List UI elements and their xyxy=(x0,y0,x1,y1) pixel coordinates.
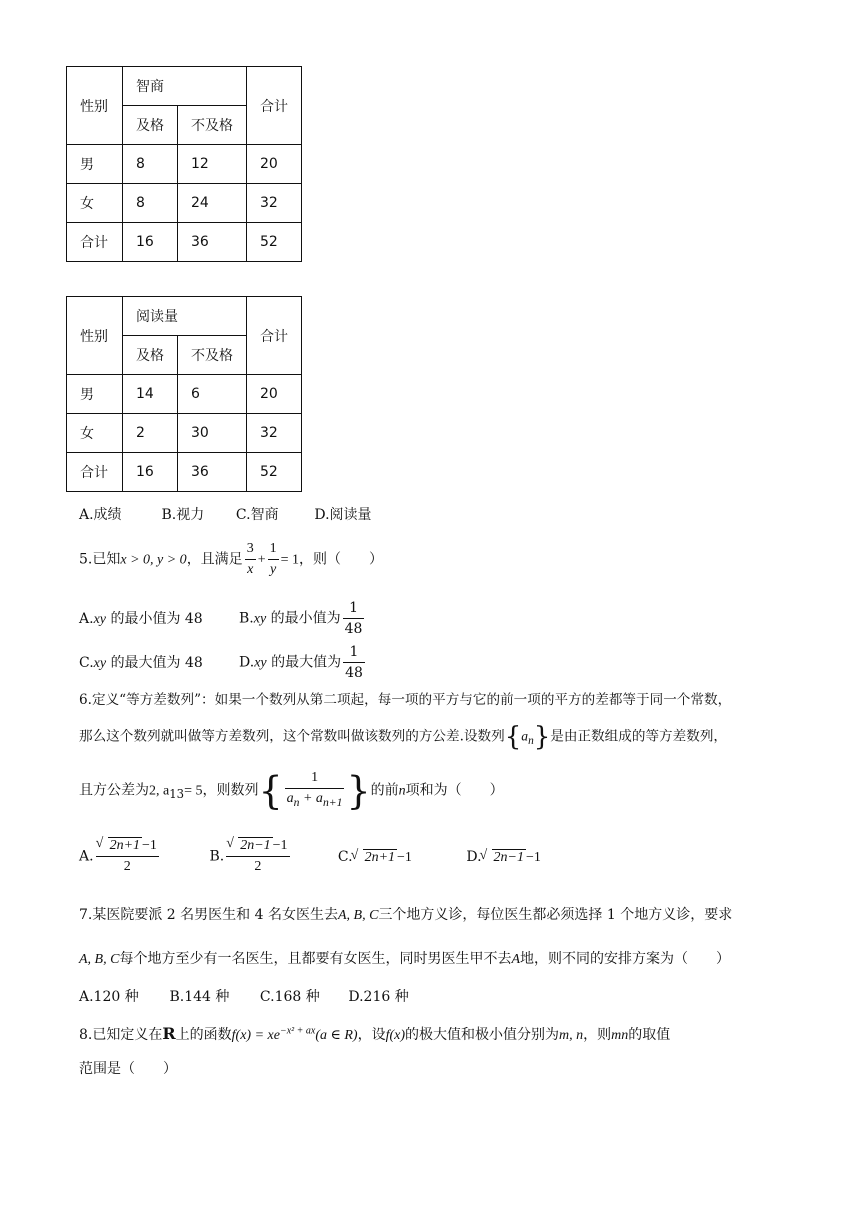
radicand: 2n+1 xyxy=(109,838,141,853)
minus-one: −1 xyxy=(397,849,412,865)
frac-den: 2 xyxy=(254,859,262,874)
minus-one: −1 xyxy=(142,838,157,853)
q7-place-a: A xyxy=(511,952,521,967)
option-d[interactable]: D.216 种 xyxy=(348,989,409,1005)
cell-total: 32 xyxy=(247,414,302,453)
table-row xyxy=(67,223,302,262)
option-letter: C. xyxy=(79,654,94,671)
option-text: 的最小值为 xyxy=(270,610,341,627)
q6-text: ，则数列 xyxy=(202,782,259,799)
seq-var: a xyxy=(521,728,529,744)
header-pass: 及格 xyxy=(123,106,178,145)
row-label: 女 xyxy=(67,184,123,223)
q6-math: 2, a xyxy=(149,783,170,799)
option-c[interactable]: C.智商 xyxy=(235,507,279,523)
q5-frac-1 xyxy=(245,539,256,580)
header-group: 智商 xyxy=(123,67,247,106)
q5-options-row-2 xyxy=(79,642,367,683)
option-b[interactable]: B.视力 xyxy=(161,507,205,523)
option-var: xy xyxy=(254,655,267,671)
option-text: 的最大值为 48 xyxy=(110,654,203,671)
q6-line-1: 6.定义“等方差数列”：如果一个数列从第二项起，每一项的平方与它的前一项的平方的差都等于同一个常数， xyxy=(79,692,732,708)
header-gender: 性别 xyxy=(67,67,123,145)
q8-function: f(x) = xe xyxy=(231,1028,280,1043)
q7-text: 地，则不同的安排方案为（ ） xyxy=(520,951,731,967)
frac-den: 2 xyxy=(123,859,131,874)
option-a[interactable] xyxy=(79,608,239,628)
cell-total: 52 xyxy=(247,453,302,492)
right-brace: } xyxy=(346,768,371,813)
q8-fx: f(x) xyxy=(385,1028,406,1043)
cell-pass: 16 xyxy=(123,453,178,492)
table-row xyxy=(67,375,302,414)
cell-pass: 16 xyxy=(123,223,178,262)
frac-den: 48 xyxy=(344,621,363,637)
q7-text: 7.某医院要派 2 名男医生和 4 名女医生去 xyxy=(79,907,338,923)
option-letter: D. xyxy=(239,654,255,671)
q5-prefix: 5.已知 xyxy=(79,551,121,568)
header-pass: 及格 xyxy=(123,336,178,375)
q6-frac xyxy=(285,768,345,813)
frac-num: 1 xyxy=(343,642,365,663)
option-a[interactable]: A.成绩 xyxy=(79,507,122,523)
q6-sub: 13 xyxy=(169,787,185,802)
header-total: 合计 xyxy=(247,67,302,145)
q8-condition: (a ∈ R) xyxy=(315,1028,358,1043)
header-fail: 不及格 xyxy=(178,106,247,145)
option-frac xyxy=(343,642,365,683)
q5-stem xyxy=(79,539,383,580)
option-b[interactable] xyxy=(239,598,366,639)
left-brace: { xyxy=(504,722,522,752)
option-letter: D. xyxy=(466,848,482,865)
q5-frac-2 xyxy=(268,539,279,580)
option-d[interactable]: D.阅读量 xyxy=(314,507,372,523)
option-c[interactable] xyxy=(338,849,462,866)
frac-den: y xyxy=(269,562,277,577)
q8-text: ，则 xyxy=(583,1027,612,1043)
option-a[interactable]: A.120 种 xyxy=(79,989,139,1005)
cell-fail: 24 xyxy=(178,184,247,223)
q6-eq: = 5 xyxy=(184,783,203,799)
option-letter: B. xyxy=(209,848,225,865)
row-label: 男 xyxy=(67,145,123,184)
cell-fail: 36 xyxy=(178,223,247,262)
option-var: xy xyxy=(253,611,267,627)
cell-fail: 12 xyxy=(178,145,247,184)
q4-options xyxy=(79,504,372,524)
contingency-table-iq xyxy=(66,66,302,262)
cell-pass: 2 xyxy=(123,414,178,453)
q7-places: A, B, C xyxy=(79,952,120,967)
q6-text: 是由正数组成的等方差数列， xyxy=(550,728,728,745)
q8-product: mn xyxy=(611,1028,629,1043)
contingency-table-reading xyxy=(66,296,302,492)
frac-den: x xyxy=(247,562,254,577)
frac-den-plus: + a xyxy=(302,791,323,806)
q5-mid: ，且满足 xyxy=(186,551,243,568)
cell-fail: 30 xyxy=(178,414,247,453)
cell-pass: 8 xyxy=(123,145,178,184)
q7-text: 每个地方至少有一名医生，且都要有女医生，同时男医生甲不去 xyxy=(119,951,512,967)
q8-text: 8.已知定义在 xyxy=(79,1027,163,1043)
q8-text: 上的函数 xyxy=(175,1027,232,1043)
row-label: 女 xyxy=(67,414,123,453)
option-frac xyxy=(96,836,159,877)
q8-line-1 xyxy=(79,1024,670,1044)
radicand: 2n−1 xyxy=(240,838,271,853)
q8-mn: m, n xyxy=(559,1028,584,1043)
option-letter: B. xyxy=(239,610,254,627)
header-gender: 性别 xyxy=(67,297,123,375)
frac-den-sub: n xyxy=(293,795,300,809)
header-fail: 不及格 xyxy=(178,336,247,375)
right-brace: } xyxy=(533,722,551,752)
frac-den-sub: n+1 xyxy=(322,795,343,809)
row-label: 男 xyxy=(67,375,123,414)
option-a[interactable] xyxy=(79,836,205,877)
frac-num: 1 xyxy=(285,768,345,789)
cell-total: 52 xyxy=(247,223,302,262)
cell-pass: 14 xyxy=(123,375,178,414)
reals-symbol: R xyxy=(162,1024,176,1043)
equals-one: = 1 xyxy=(280,552,299,568)
q6-options xyxy=(79,836,541,877)
q6-line-2 xyxy=(79,722,727,752)
option-letter: A. xyxy=(79,610,94,627)
table-row xyxy=(67,414,302,453)
q8-text: 的取值 xyxy=(628,1027,671,1043)
table-row xyxy=(67,145,302,184)
option-frac xyxy=(343,598,365,639)
frac-num: 1 xyxy=(268,539,279,560)
option-c[interactable]: C.168 种 xyxy=(259,989,320,1005)
header-group: 阅读量 xyxy=(123,297,247,336)
q6-text: 项和为（ ） xyxy=(405,782,504,799)
plus-sign: + xyxy=(257,552,266,568)
q6-text: 且方公差为 xyxy=(79,782,149,799)
q5-condition: x > 0, y > 0 xyxy=(120,552,187,568)
option-c[interactable] xyxy=(79,652,239,672)
cell-total: 20 xyxy=(247,145,302,184)
option-text: 的最大值为 xyxy=(271,654,342,671)
q8-line-2: 范围是（ ） xyxy=(79,1061,177,1077)
q8-text: ，设 xyxy=(357,1027,386,1043)
minus-one: −1 xyxy=(526,849,541,865)
option-letter: C. xyxy=(337,848,353,865)
q7-places: A, B, C xyxy=(337,908,379,923)
option-b[interactable]: B.144 种 xyxy=(169,989,230,1005)
table-row xyxy=(67,184,302,223)
frac-den-a: a xyxy=(286,791,294,806)
option-var: xy xyxy=(93,611,106,627)
cell-fail: 36 xyxy=(178,453,247,492)
frac-den: 48 xyxy=(345,665,363,681)
left-brace: { xyxy=(258,768,283,813)
cell-pass: 8 xyxy=(123,184,178,223)
option-d[interactable] xyxy=(466,849,541,866)
q6-n: n xyxy=(398,783,406,799)
q6-line-3 xyxy=(79,768,504,813)
option-d[interactable] xyxy=(239,642,367,683)
q7-line-2 xyxy=(79,948,730,968)
frac-num: 1 xyxy=(343,598,365,619)
q7-text: 三个地方义诊，每位医生都必须选择 1 个地方义诊，要求 xyxy=(378,907,733,923)
radicand: 2n−1 xyxy=(493,849,524,865)
table-row xyxy=(67,453,302,492)
cell-fail: 6 xyxy=(178,375,247,414)
q6-text: 的前 xyxy=(370,782,399,799)
radicand: 2n+1 xyxy=(364,849,396,865)
q8-exponent: −x² + ax xyxy=(279,1025,316,1037)
cell-total: 20 xyxy=(247,375,302,414)
option-text: 的最小值为 48 xyxy=(110,610,203,627)
frac-num: 3 xyxy=(245,539,256,560)
q5-suffix: ，则（ ） xyxy=(299,551,383,568)
q7-options xyxy=(79,986,409,1006)
q7-line-1 xyxy=(79,904,732,924)
row-label: 合计 xyxy=(67,453,123,492)
q5-options-row-1 xyxy=(79,598,366,639)
cell-total: 32 xyxy=(247,184,302,223)
header-total: 合计 xyxy=(247,297,302,375)
option-letter: A. xyxy=(79,848,94,865)
option-var: xy xyxy=(93,655,107,671)
q8-text: 的极大值和极小值分别为 xyxy=(405,1027,560,1043)
q6-text: 那么这个数列就叫做等方差数列，这个常数叫做该数列的方公差.设数列 xyxy=(79,728,505,745)
row-label: 合计 xyxy=(67,223,123,262)
minus-one: −1 xyxy=(272,838,288,853)
seq-sub: n xyxy=(528,735,534,748)
option-b[interactable] xyxy=(209,836,333,877)
option-frac xyxy=(226,836,289,877)
